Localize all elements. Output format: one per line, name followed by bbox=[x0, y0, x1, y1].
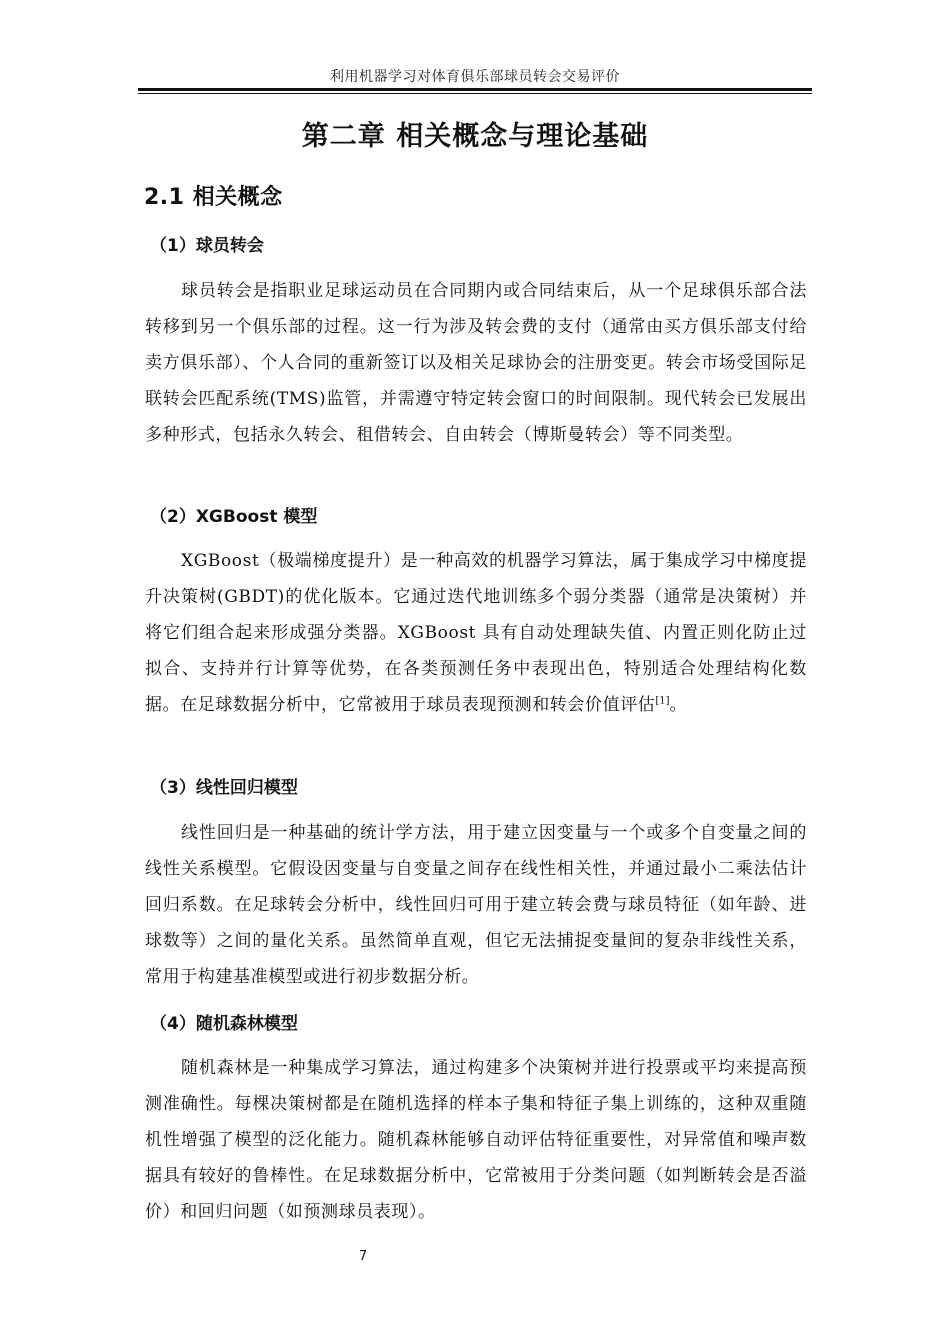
section-title: 2.1 相关概念 bbox=[144, 185, 283, 210]
chapter-title: 第二章 相关概念与理论基础 bbox=[301, 121, 649, 152]
paragraph-xgboost bbox=[145, 543, 807, 723]
page-number: 7 bbox=[358, 1249, 368, 1264]
paragraph-player-transfer: 球员转会是指职业足球运动员在合同期内或合同结束后，从一个足球俱乐部合法转移到另一个俱乐部的过程。这一行为涉及转会费的支付（通常由买方俱乐部支付给卖方俱乐部）、个人合同的重新签订以及相关足球协会的注册变更。转会市场受国际足联转会匹配系统(TMS)监管，并需遵守特定转会窗口的时间限制。现代转会已发展出多种形式，包括永久转会、租借转会、自由转会（博斯曼转会）等不同类型。 bbox=[145, 281, 807, 445]
header-rule-thin bbox=[138, 93, 812, 94]
citation-reference[interactable]: [1] bbox=[655, 695, 670, 707]
running-header: 利用机器学习对体育俱乐部球员转会交易评价 bbox=[330, 69, 620, 85]
header-rule bbox=[138, 88, 812, 91]
subsection-heading-xgboost: （2）XGBoost 模型 bbox=[150, 507, 318, 527]
paragraph-random-forest: 随机森林是一种集成学习算法，通过构建多个决策树并进行投票或平均来提高预测准确性。每棵决策树都是在随机选择的样本子集和特征子集上训练的，这种双重随机性增强了模型的泛化能力。随机森林能够自动评估特征重要性，对异常值和噪声数据具有较好的鲁棒性。在足球数据分析中，它常被用于分类问题（如判断转会是否溢价）和回归问题（如预测球员表现）。 bbox=[145, 1058, 807, 1222]
subsection-heading-player-transfer: （1）球员转会 bbox=[150, 236, 264, 256]
subsection-heading-linear-regression: （3）线性回归模型 bbox=[150, 778, 298, 798]
paragraph-xgboost-text: XGBoost（极端梯度提升）是一种高效的机器学习算法，属于集成学习中梯度提升决策树(GBDT)的优化版本。它通过迭代地训练多个弱分类器（通常是决策树）并将它们组合起来形成强分类器。XGBoost 具有自动处理缺失值、内置正则化防止过拟合、支持并行计算等优势，在各类预测任务中表现出色，特别适合处理结构化数据。在足球数据分析中，它常被用于球员表现预测和转会价值评估 bbox=[145, 551, 807, 715]
paragraph-linear-regression: 线性回归是一种基础的统计学方法，用于建立因变量与一个或多个自变量之间的线性关系模型。它假设因变量与自变量之间存在线性相关性，并通过最小二乘法估计回归系数。在足球转会分析中，线性回归可用于建立转会费与球员特征（如年龄、进球数等）之间的量化关系。虽然简单直观，但它无法捕捉变量间的复杂非线性关系，常用于构建基准模型或进行初步数据分析。 bbox=[145, 823, 807, 987]
paragraph-xgboost-tail: 。 bbox=[669, 695, 688, 715]
subsection-heading-random-forest: （4）随机森林模型 bbox=[150, 1014, 298, 1034]
